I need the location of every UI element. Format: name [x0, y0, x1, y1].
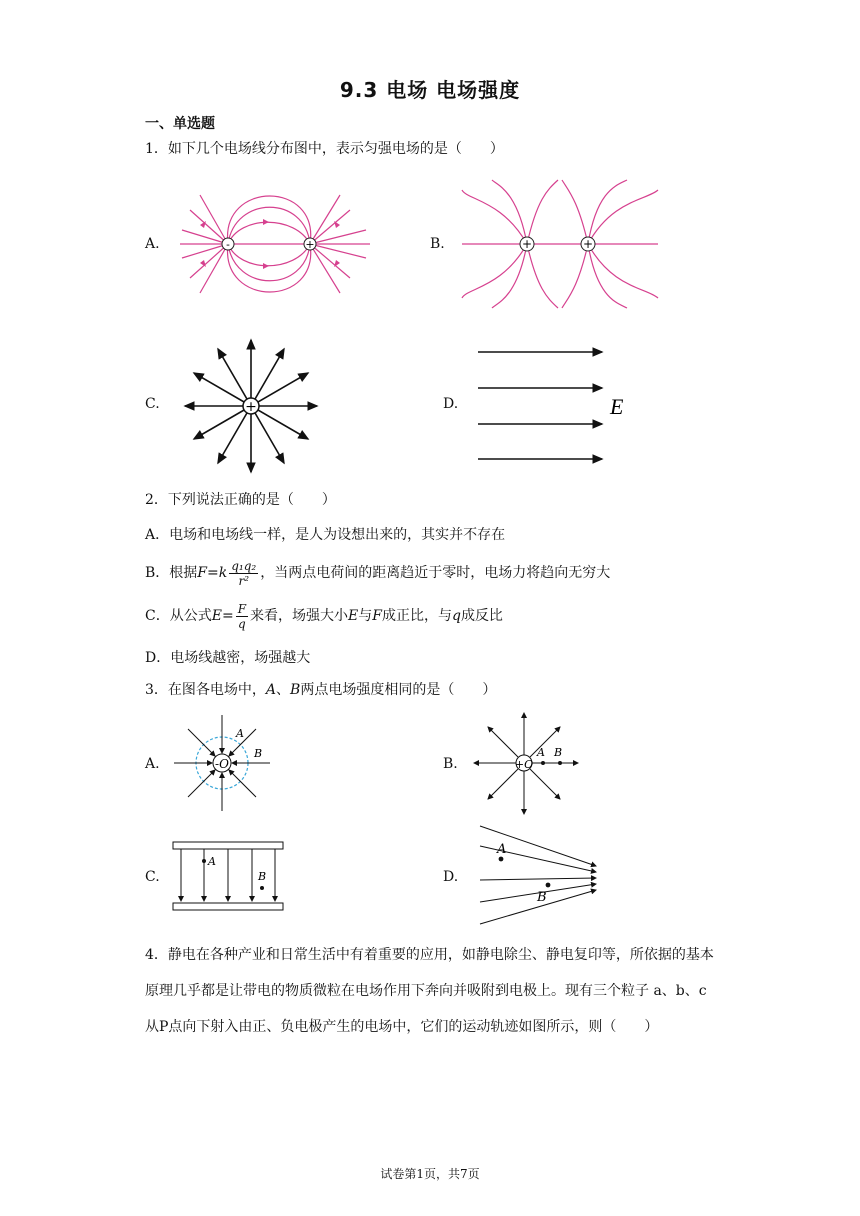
q2-c-numerator: F [237, 601, 247, 616]
q1-option-b-like-charges-figure [462, 180, 658, 308]
q3-option-c-label: C. [145, 869, 160, 885]
q2-c-text-3: 成正比，与 [381, 608, 452, 624]
q3-a-charge: -O [215, 757, 229, 771]
q2-b-var-k: k [218, 565, 228, 581]
q2-option-a: A．电场和电场线一样，是人为设想出来的，其实并不存在 [145, 527, 506, 543]
q1-option-b-label: B. [430, 236, 445, 252]
q1-option-d-label: D. [443, 396, 459, 412]
q2-option-b [145, 555, 610, 591]
q3-option-d-label: D. [443, 869, 459, 885]
q3-c-point-a: A [208, 855, 216, 868]
q1-c-charge-sign: + [245, 399, 257, 415]
page-footer: 试卷第1页，共7页 [380, 1167, 480, 1181]
q3-b-point-a: A [537, 746, 545, 759]
q3-option-d-converging-field-figure [478, 824, 602, 928]
page-title: 9.3 电场 电场强度 [339, 78, 521, 102]
q2-c-var-e: E [211, 608, 222, 624]
q3-a-point-a: A [236, 727, 244, 740]
q2-b-denominator: r² [238, 573, 249, 588]
q2-c-var-q: q [451, 608, 461, 624]
question-3-stem [145, 680, 496, 700]
q2-c-text-2: 与 [358, 608, 373, 624]
q1-pos-charge-sign: + [305, 238, 315, 251]
section-heading: 一、单选题 [145, 116, 215, 132]
q3-option-b-label: B. [443, 756, 458, 772]
q3-stem-1: 3．在图各电场中， [145, 682, 266, 698]
q3-b-point-b: B [554, 746, 563, 759]
q2-b-fraction [229, 559, 258, 588]
q2-b-eq: = [207, 565, 219, 581]
q2-c-text-4: 成反比 [460, 608, 503, 624]
q2-c-fraction [236, 602, 248, 631]
q2-option-d: D．电场线越密，场强越大 [145, 650, 311, 666]
q3-d-point-b: B [537, 890, 547, 905]
q1-option-a-dipole-figure [180, 185, 370, 303]
q3-option-a-label: A. [145, 756, 160, 772]
question-2-stem: 2．下列说法正确的是（ ） [145, 492, 336, 508]
q3-b-charge: +O [514, 758, 534, 771]
q3-option-a-negative-charge-figure [172, 713, 272, 813]
q3-c-point-b: B [258, 870, 267, 883]
q1-option-c-point-charge-figure [180, 335, 322, 477]
q1-neg-charge-sign: - [226, 238, 230, 251]
q1-b-charge2-sign: + [582, 237, 594, 251]
q1-b-charge1-sign: + [521, 237, 533, 251]
q3-stem-a: A [265, 682, 277, 698]
q2-c-prefix: C．从公式 [145, 608, 212, 624]
q2-c-var-e2: E [348, 608, 359, 624]
q3-stem-2: 、 [276, 682, 291, 698]
q2-option-c [145, 598, 503, 634]
q2-b-suffix: ，当两点电荷间的距离趋近于零时，电场力将趋向无穷大 [260, 565, 611, 581]
q3-a-point-b: B [254, 747, 263, 760]
q2-c-denominator: q [238, 616, 246, 631]
q3-d-point-a: A [497, 842, 507, 857]
q3-stem-3: 两点电场强度相同的是（ ） [300, 682, 497, 698]
q2-b-prefix: B．根据 [145, 565, 198, 581]
q2-c-eq: = [221, 608, 234, 624]
q3-option-b-positive-charge-figure [472, 710, 580, 818]
question-4-stem: 4．静电在各种产业和日常生活中有着重要的应用，如静电除尘、静电复印等，所依据的基本原理几乎都是让带电的物质微粒在电场作用下奔向并吸附到电极上。现有三个粒子 a、b、c 从P点向下射入由正、负电极产生的电场中，它们的运动轨迹如图所示，则（ ） [145, 947, 714, 1035]
q3-option-c-parallel-plates-figure [172, 840, 286, 914]
q1-option-c-label: C. [145, 396, 160, 412]
q2-c-var-f: F [372, 608, 382, 624]
q1-field-label-e: E [610, 394, 624, 419]
q2-c-text-1: 来看，场强大小 [250, 608, 349, 624]
question-1-stem: 1．如下几个电场线分布图中，表示匀强电场的是（ ） [145, 141, 504, 157]
q2-b-numerator: q₁q₂ [231, 558, 257, 573]
q3-stem-b: B [290, 682, 301, 698]
q1-option-d-uniform-field-figure [476, 342, 636, 467]
q1-option-a-label: A. [145, 236, 160, 252]
q2-b-var-f: F [197, 565, 208, 581]
